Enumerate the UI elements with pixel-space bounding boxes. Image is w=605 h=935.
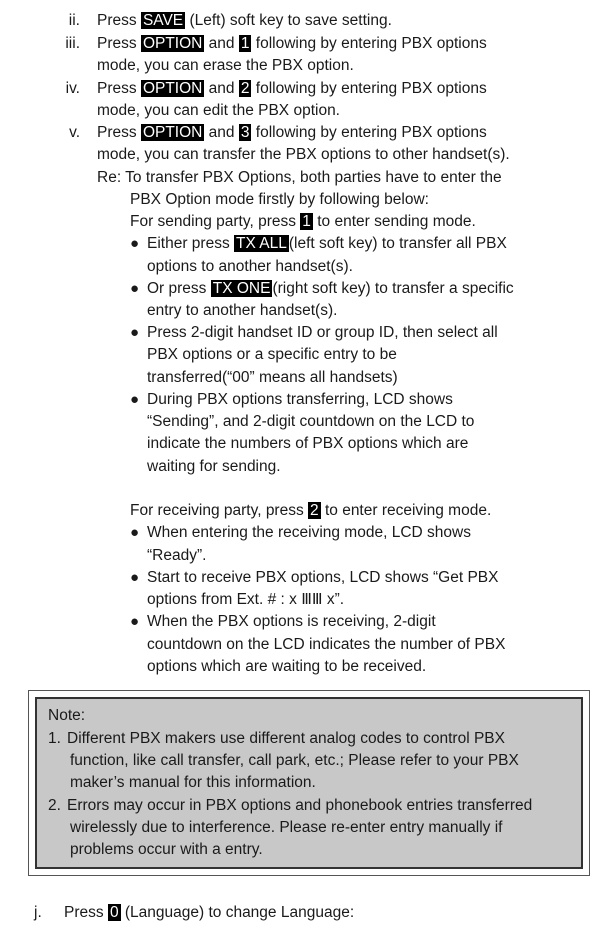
bullet-line: Either press TX ALL (left soft key) to transfer all PBX: [147, 235, 507, 252]
step-number: j.: [34, 904, 42, 921]
bullet-line: indicate the numbers of PBX options which are: [147, 435, 469, 452]
step-number: ii.: [68, 12, 80, 29]
note-item-number: 2.: [48, 797, 61, 814]
note-item-line: wirelessly due to interference. Please re-enter entry manually if: [70, 819, 503, 836]
key-label: TX ONE: [212, 280, 271, 297]
bullet-line: options which are waiting to be received.: [147, 658, 427, 675]
sending-intro: For sending party, press 1 to enter sending mode.: [130, 213, 476, 230]
note-item-number: 1.: [48, 730, 61, 747]
step-line: Press SAVE (Left) soft key to save setting.: [97, 12, 392, 29]
step-line: mode, you can transfer the PBX options to other handset(s).: [97, 146, 510, 163]
note-item-line: Different PBX makers use different analog codes to control PBX: [67, 730, 505, 747]
key-label: SAVE: [142, 12, 184, 29]
step-line: Press 0 (Language) to change Language:: [64, 904, 355, 921]
bullet-line: When entering the receiving mode, LCD shows: [147, 524, 471, 541]
bullet-line: entry to another handset(s).: [147, 302, 338, 319]
bullet-icon: ●: [130, 569, 140, 586]
step-number: v.: [69, 124, 80, 141]
step-line: mode, you can edit the PBX option.: [97, 102, 340, 119]
key-label: 3: [240, 124, 250, 141]
remark-cont: PBX Option mode firstly by following below:: [130, 191, 429, 208]
bullet-icon: ●: [130, 524, 140, 541]
note-item-line: function, like call transfer, call park, etc.; Please refer to your PBX: [70, 752, 519, 769]
bullet-line: options to another handset(s).: [147, 258, 353, 275]
bullet-line: Or press TX ONE (right soft key) to transfer a specific: [147, 280, 514, 297]
bullet-line: “Sending”, and 2-digit countdown on the LCD to: [147, 413, 475, 430]
bullet-icon: ●: [130, 613, 140, 630]
key-label: 1: [240, 35, 250, 52]
bullet-line: During PBX options transferring, LCD shows: [147, 391, 453, 408]
note-item-line: maker’s manual for this information.: [70, 774, 316, 791]
bullet-line: When the PBX options is receiving, 2-digit: [147, 613, 436, 630]
bullet-line: “Ready”.: [147, 547, 207, 564]
key-label: 1: [302, 213, 311, 230]
bullet-line: options from Ext. # : x ⅢⅢ x”.: [147, 591, 345, 608]
key-label: 0: [109, 904, 119, 921]
remark-lead: Re: To transfer PBX Options, both parties have to enter the: [97, 169, 502, 186]
bullet-icon: ●: [130, 280, 140, 297]
key-label: TX ALL: [236, 235, 287, 252]
bullet-line: transferred(“00” means all handsets): [147, 369, 398, 386]
bullet-line: Start to receive PBX options, LCD shows “Get PBX: [147, 569, 499, 586]
bullet-line: PBX options or a specific entry to be: [147, 346, 397, 363]
note-box-inner: [35, 697, 583, 869]
key-label: 2: [310, 502, 319, 519]
bullet-icon: ●: [130, 324, 140, 341]
step-line: Press OPTION and 1 following by entering PBX options: [97, 35, 487, 52]
bullet-icon: ●: [130, 391, 140, 408]
step-line: Press OPTION and 3 following by entering PBX options: [97, 124, 487, 141]
receiving-intro: For receiving party, press 2 to enter receiving mode.: [130, 502, 492, 519]
step-number: iii.: [65, 35, 80, 52]
note-title: Note:: [48, 707, 86, 724]
note-item-line: problems occur with a entry.: [70, 841, 263, 858]
key-label: OPTION: [142, 35, 203, 52]
bullet-line: Press 2-digit handset ID or group ID, then select all: [147, 324, 498, 341]
step-line: Press OPTION and 2 following by entering PBX options: [97, 80, 487, 97]
step-number: iv.: [65, 80, 80, 97]
note-box: [28, 690, 590, 876]
key-label: 2: [240, 80, 250, 97]
key-label: OPTION: [142, 124, 203, 141]
bullet-icon: ●: [130, 235, 140, 252]
bullet-line: countdown on the LCD indicates the number of PBX: [147, 636, 506, 653]
bullet-line: waiting for sending.: [147, 458, 281, 475]
note-item-line: Errors may occur in PBX options and phonebook entries transferred: [67, 797, 533, 814]
step-line: mode, you can erase the PBX option.: [97, 57, 354, 74]
key-label: OPTION: [142, 80, 203, 97]
